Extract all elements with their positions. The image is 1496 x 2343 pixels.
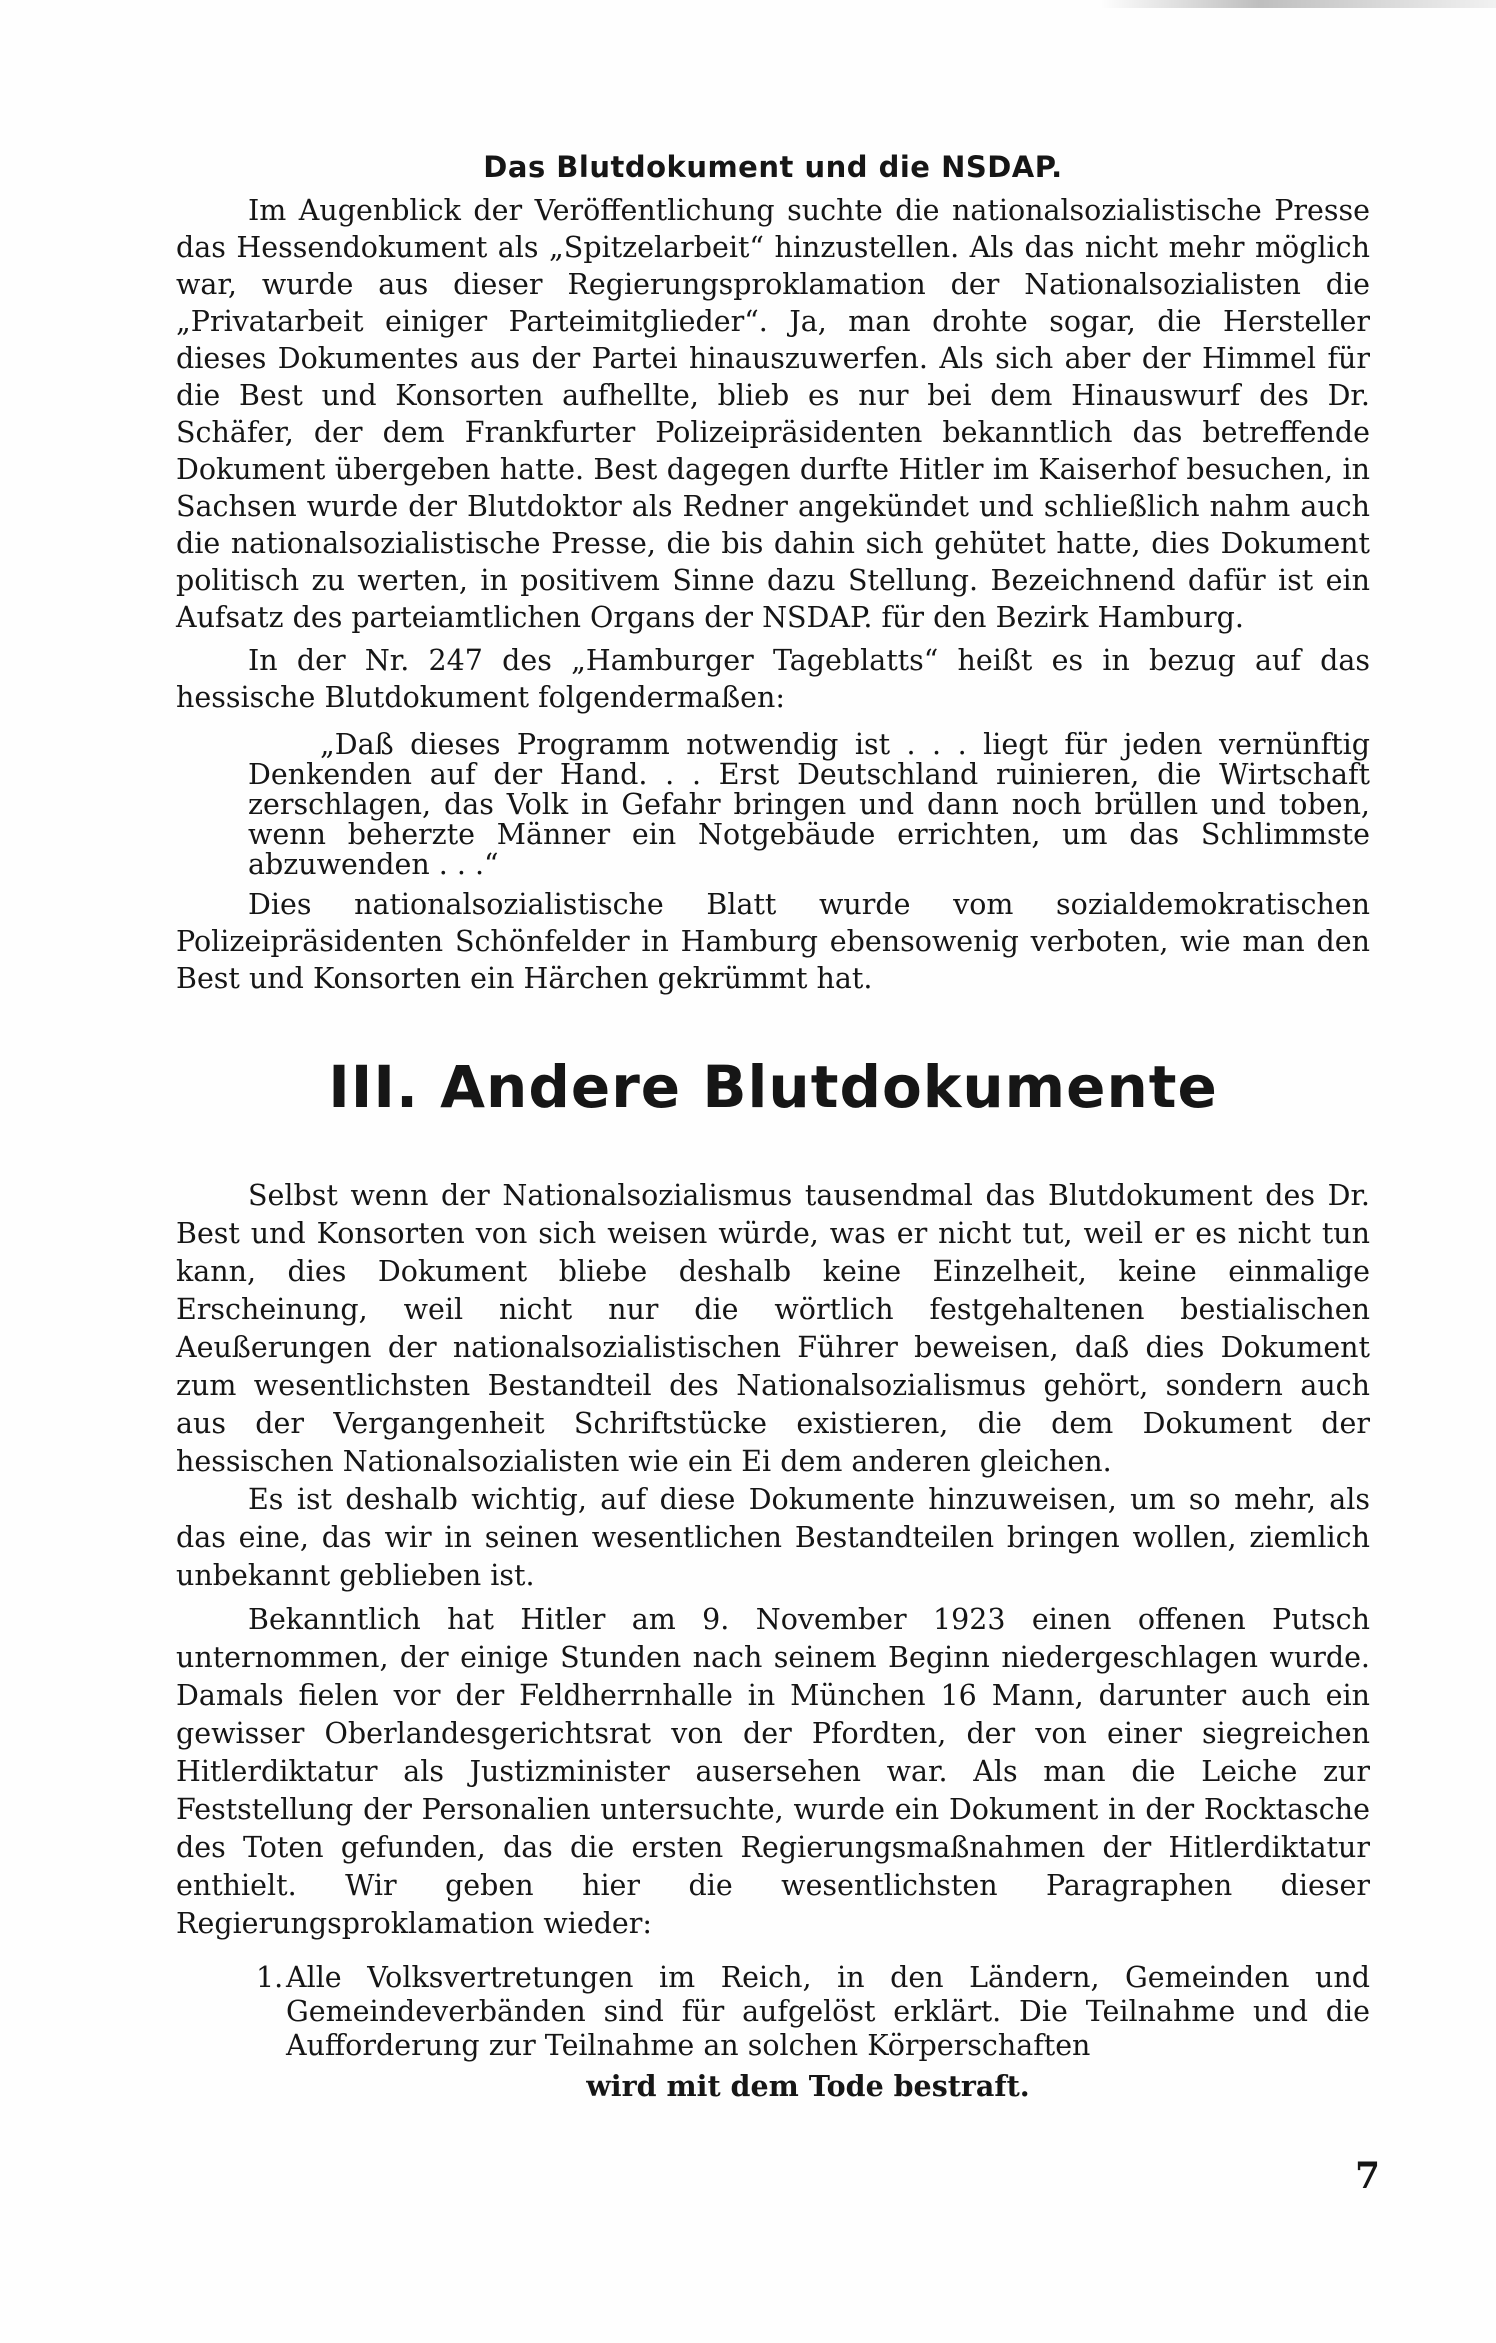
list-item [176,1961,1370,2103]
paragraph: Selbst wenn der Nationalsozialismus tausendmal das Blutdokument des Dr. Best und Konsorten von sich weisen würde, was er nicht tut, weil er es nicht tun kann, dies Dokument bliebe deshalb keine Einzelheit, keine einmalige Erscheinung, weil nicht nur die wörtlich festgehaltenen bestialischen Aeußerungen der nationalsozialistischen Führer beweisen, daß dies Dokument zum wesentlichsten Bestandteil des Nationalsozialismus gehört, sondern auch aus der Vergangenheit Schriftstücke existieren, die dem Dokument der hessischen Nationalsozialisten wie ein Ei dem anderen gleichen. [176,1179,1370,1478]
block-quote: „Daß dieses Programm notwendig ist . . . liegt für jeden vernünftig Denkenden auf der Hand. . . Erst Deutschland ruinieren, die Wirtschaft zerschlagen, das Volk in Gefahr bringen und dann noch brüllen und toben, wenn beherzte Männer ein Notgebäude errichten, um das Schlimmste abzuwenden . . .“ [248,728,1370,881]
paragraph: Im Augenblick der Veröffentlichung suchte die nationalsozialistische Presse das Hessendokument als „Spitzelarbeit“ hinzustellen. Als das nicht mehr möglich war, wurde aus dieser Regierungsproklamation der Nationalsozialisten die „Privatarbeit einiger Parteimitglieder“. Ja, man drohte sogar, die Hersteller dieses Dokumentes aus der Partei hinauszuwerfen. Als sich aber der Himmel für die Best und Konsorten aufhellte, blieb es nur bei dem Hinauswurf des Dr. Schäfer, der dem Frankfurter Polizeipräsidenten bekanntlich das betreffende Dokument übergeben hatte. Best dagegen durfte Hitler im Kaiserhof besuchen, in Sachsen wurde der Blutdoktor als Redner angekündet und schließlich nahm auch die nationalsozialistische Presse, die bis dahin sich gehütet hatte, dies Dokument politisch zu werten, in positivem Sinne dazu Stellung. Bezeichnend dafür ist ein Aufsatz des parteiamtlichen Organs der NSDAP. für den Bezirk Hamburg. [176,194,1370,634]
scan-edge-artifact [1100,0,1496,8]
paragraph: Bekanntlich hat Hitler am 9. November 1923 einen offenen Putsch unternommen, der einige Stunden nach seinem Beginn niedergeschlagen wurde. Damals fielen vor der Feldherrnhalle in München 16 Mann, darunter auch ein gewisser Oberlandesgerichtsrat von der Pfordten, der von einer siegreichen Hitlerdiktatur als Justizminister ausersehen war. Als man die Leiche zur Feststellung der Personalien untersuchte, wurde ein Dokument in der Rocktasche des Toten gefunden, das die ersten Regierungsmaßnahmen der Hitlerdiktatur enthielt. Wir geben hier die wesentlichsten Paragraphen dieser Regierungsproklamation wieder: [176,1603,1370,1940]
chapter-body [176,1177,1370,1943]
paragraph: Es ist deshalb wichtig, auf diese Dokumente hinzuweisen, um so mehr, als das eine, das wir in seinen wesentlichen Bestandteilen bringen wollen, ziemlich unbekannt geblieben ist. [176,1483,1370,1592]
paragraph: In der Nr. 247 des „Hamburger Tageblatts“ heißt es in bezug auf das hessische Blutdokument folgendermaßen: [176,644,1370,714]
list-item-number: 1. [256,1961,284,1994]
list-item-tail: wird mit dem Tode bestraft. [586,2069,1030,2103]
text-column [176,150,1370,2103]
chapter-heading: III. Andere Blutdokumente [328,1053,1218,1121]
list-item-text: Alle Volksvertretungen im Reich, in den Ländern, Gemeinden und Gemeindeverbänden sind für aufgelöst erklärt. Die Teilnahme und die Aufforderung zur Teilnahme an solchen Körperschaften [286,1961,1370,2062]
page-number: 7 [1354,2155,1380,2197]
section-heading: Das Blutdokument und die NSDAP. [483,150,1063,184]
paragraph: Dies nationalsozialistische Blatt wurde vom sozialdemokratischen Polizeipräsidenten Schönfelder in Hamburg ebensowenig verboten, wie man den Best und Konsorten ein Härchen gekrümmt hat. [176,888,1370,995]
